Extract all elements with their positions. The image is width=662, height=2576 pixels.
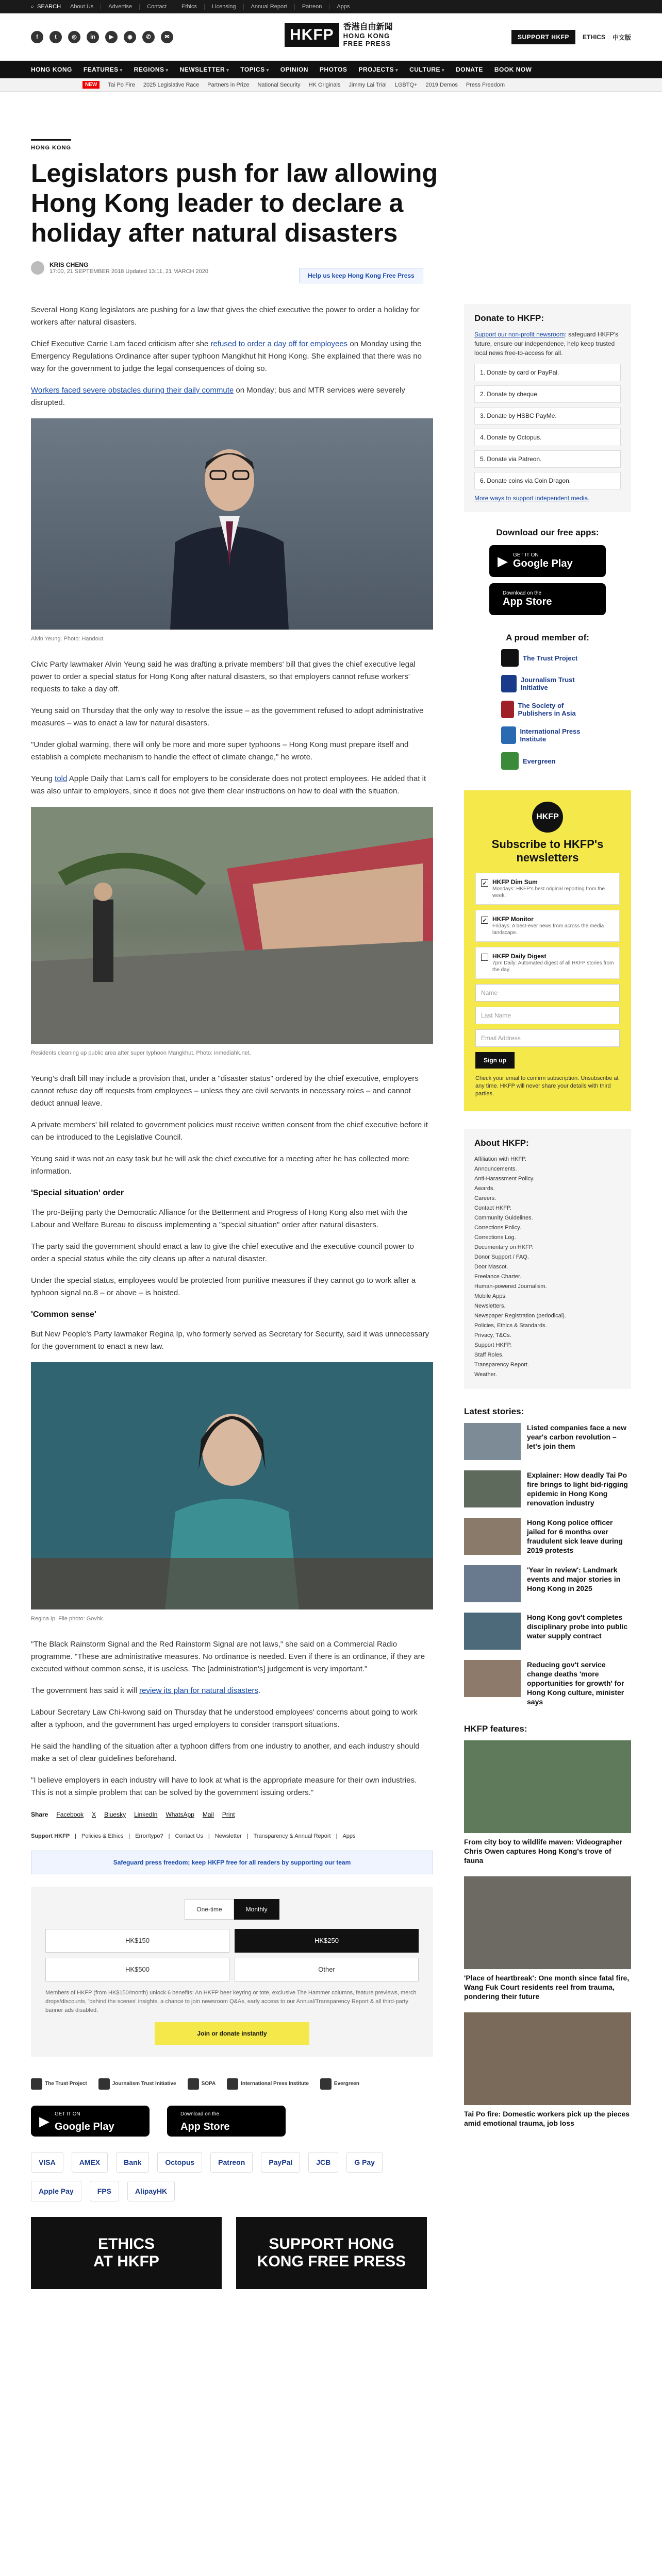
- trending-link[interactable]: HK Originals: [308, 81, 341, 88]
- newsletter-option[interactable]: ✓ HKFP Monitor Fridays: A best-ever news from across the media landscape.: [475, 910, 620, 942]
- amount-option[interactable]: HK$250: [235, 1929, 419, 1953]
- newsletter-widget: [464, 790, 631, 1111]
- payment-paypal[interactable]: PayPal: [261, 2152, 300, 2173]
- nav-item[interactable]: FEATURES ▾: [84, 66, 123, 73]
- ethics-banner[interactable]: ETHICS AT HKFP: [31, 2217, 222, 2289]
- payment-gpay[interactable]: G Pay: [346, 2152, 383, 2173]
- about-link[interactable]: Careers.: [474, 1195, 496, 1201]
- trust-project-badge[interactable]: The Trust Project: [31, 2078, 87, 2090]
- amount-option[interactable]: Other: [235, 1958, 419, 1981]
- paragraph: "The Black Rainstorm Signal and the Red Rainstorm Signal are not laws," she said on a Commercial Radio programme. "These are administrative measures. No ordinance is needed. Even if there is an ordinance, if they are executed without common sense, it is useless. The [administration's] judgement is very important.": [31, 1640, 425, 1673]
- about-list: [474, 1155, 621, 1380]
- signup-button[interactable]: Sign up: [475, 1052, 515, 1069]
- payment-amex[interactable]: AMEX: [72, 2152, 108, 2173]
- site-logo[interactable]: [285, 23, 393, 47]
- newsletter-title: Subscribe to HKFP's newsletters: [491, 838, 604, 864]
- feature-title[interactable]: 'Place of heartbreak': One month since fatal fire, Wang Fuk Court residents reel from trauma, pondering their future: [464, 1974, 630, 2001]
- frequency-toggle: [45, 1899, 419, 1920]
- paragraph: Labour Secretary Law Chi-kwong said on Thursday that he understood employees' concerns about going to work after a typhoon, and the government has urged employers to consider transport situations.: [31, 1708, 418, 1729]
- nav-item[interactable]: REGIONS ▾: [134, 66, 169, 73]
- app-store-row: [31, 2106, 433, 2137]
- story-item[interactable]: [464, 1613, 631, 1650]
- payment-jcb[interactable]: JCB: [308, 2152, 338, 2173]
- membership-text: Members of HKFP (from HK$150/month) unlock 6 benefits: An HKFP beer keyring or tote, exclusive The Hammer columns, feature previews, merch drops/discounts, 'behind the scenes' insights, a chance to join newsroom Q&As, early access to our Annual/Transparency Report & all third-party banner ads disabled.: [45, 1990, 417, 2013]
- feature-title[interactable]: Tai Po fire: Domestic workers pick up the pieces amid emotional trauma, job loss: [464, 2110, 630, 2127]
- about-link[interactable]: Policies, Ethics & Standards.: [474, 1323, 547, 1329]
- payment-applepay[interactable]: Apple Pay: [31, 2181, 81, 2201]
- about-link[interactable]: Corrections Policy.: [474, 1225, 521, 1231]
- donate-method[interactable]: 6. Donate coins via Coin Dragon.: [474, 472, 621, 489]
- story-title[interactable]: Listed companies face a new year's carbon revolution – let's join them: [527, 1423, 626, 1450]
- more-ways-link[interactable]: More ways to support independent media.: [474, 495, 590, 502]
- about-link[interactable]: Community Guidelines.: [474, 1215, 533, 1221]
- nav-item[interactable]: BOOK NOW: [494, 66, 532, 73]
- about-link[interactable]: Announcements.: [474, 1166, 517, 1172]
- search-icon: ⌕: [31, 3, 35, 10]
- app-store-button[interactable]: Download on the App Store: [489, 583, 606, 615]
- about-link[interactable]: Donor Support / FAQ.: [474, 1254, 529, 1260]
- trending-link[interactable]: 2025 Legislative Race: [143, 81, 200, 88]
- footer-link[interactable]: Policies & Ethics: [81, 1833, 124, 1839]
- amount-options: [45, 1929, 419, 1981]
- trending-link[interactable]: National Security: [257, 81, 301, 88]
- nav-item[interactable]: TOPICS ▾: [240, 66, 269, 73]
- facebook-icon[interactable]: f: [31, 31, 43, 43]
- about-widget: [464, 1129, 631, 1389]
- logo-name-1: HONG KONG: [343, 32, 390, 40]
- article-footer-links: Support HKFP | Policies & Ethics | Error/typo? | Contact Us | Newsletter | Transparency & Annual Report | Apps: [31, 1830, 433, 1842]
- paragraph: The party said the government should enact a law to give the chief executive and the executive council power to order a special status while the city cleans up after a natural disaster.: [31, 1242, 414, 1263]
- feature-image[interactable]: [464, 2012, 631, 2105]
- footer-link[interactable]: Support HKFP: [31, 1833, 70, 1839]
- donate-method[interactable]: 2. Donate by cheque.: [474, 385, 621, 403]
- article-headline: Legislators push for law allowing Hong Kong leader to declare a holiday after natural disasters: [31, 159, 438, 247]
- donate-methods: [474, 364, 621, 489]
- apps-widget: [464, 528, 631, 615]
- latest-stories: [464, 1406, 631, 1706]
- story-title[interactable]: 'Year in review': Landmark events and major stories in Hong Kong in 2025: [527, 1566, 621, 1592]
- first-name-input[interactable]: Name: [475, 984, 620, 1002]
- features-widget: [464, 1724, 631, 2128]
- trending-link[interactable]: Jimmy Lai Trial: [349, 81, 387, 88]
- story-title[interactable]: Reducing gov't service change deaths 'more opportunities for growth' for Hong Kong culture, minister says: [527, 1660, 624, 1706]
- payment-fps[interactable]: FPS: [90, 2181, 119, 2201]
- brand-bar: [0, 13, 662, 61]
- nav-item[interactable]: PROJECTS ▾: [358, 66, 398, 73]
- paragraph: Civic Party lawmaker Alvin Yeung said he was drafting a private members' bill that gives the chief executive legal power to order a special status for Hong Kong after natural disasters, so that employers cannot refuse workers' requests to take a day off.: [31, 660, 416, 693]
- amount-option[interactable]: HK$150: [45, 1929, 229, 1953]
- feature-title[interactable]: From city boy to wildlife maven: Videographer Chris Owen captures Hong Kong's trove of fauna: [464, 1838, 623, 1865]
- paragraph: Under the special status, employees would be protected from punitive measures if they cannot go to work after a typhoon signal no.8 – or above – is hoisted.: [31, 1276, 416, 1297]
- share-label: Share: [31, 1811, 48, 1818]
- x-icon[interactable]: t: [49, 31, 62, 43]
- checkbox[interactable]: ✓: [481, 879, 488, 887]
- member-logo[interactable]: Evergreen: [501, 752, 594, 770]
- telegram-icon[interactable]: ✉: [161, 31, 173, 43]
- content-wrap: [31, 139, 631, 2270]
- footer-link[interactable]: Contact Us: [175, 1833, 203, 1839]
- about-link[interactable]: Newsletters.: [474, 1303, 506, 1309]
- promo-banners: [31, 2217, 433, 2289]
- newsletter-option[interactable]: ✓ HKFP Dim Sum Mondays: HKFP's best original reporting from the week.: [475, 873, 620, 905]
- utility-link[interactable]: Ethics: [174, 4, 197, 10]
- utility-link[interactable]: Apps: [329, 4, 350, 10]
- story-thumbnail[interactable]: [464, 1470, 521, 1507]
- photo-caption: Alvin Yeung. Photo: Handout.: [31, 636, 105, 642]
- article-photo: [31, 1362, 433, 1609]
- feature-item[interactable]: [464, 1740, 631, 1865]
- paragraph: But New People's Party lawmaker Regina Ip, who formerly served as Secretary for Security, said it was unnecessary for the government to enact a new law.: [31, 1330, 429, 1351]
- member-logos: [464, 649, 631, 770]
- logo-text: [343, 23, 393, 47]
- support-hkfp-button[interactable]: SUPPORT HKFP: [511, 30, 575, 44]
- payment-patreon[interactable]: Patreon: [210, 2152, 253, 2173]
- share-mail[interactable]: Mail: [202, 1811, 214, 1818]
- paragraph: "I believe employers in each industry will have to look at what is the appropriate measure for their own industries. This is not a simple problem that can be solved by the government issuing orders.": [31, 1776, 417, 1797]
- safeguard-banner[interactable]: Safeguard press freedom; keep HKFP free for all readers by supporting our team: [31, 1851, 433, 1874]
- about-link[interactable]: Human-powered Journalism.: [474, 1283, 547, 1290]
- inline-link[interactable]: Workers faced severe obstacles during their daily commute: [31, 386, 234, 395]
- story-item[interactable]: [464, 1470, 631, 1507]
- logo-chinese: 香港自由新聞: [343, 23, 393, 31]
- byline-text: [49, 261, 208, 275]
- story-thumbnail[interactable]: [464, 1613, 521, 1650]
- toggle-monthly[interactable]: Monthly: [234, 1899, 279, 1920]
- search-button[interactable]: ⌕ SEARCH: [31, 3, 61, 10]
- member-logo[interactable]: The Trust Project: [501, 649, 594, 667]
- story-thumbnail[interactable]: [464, 1660, 521, 1697]
- trending-link[interactable]: LGBTQ+: [394, 81, 418, 88]
- youtube-icon[interactable]: ▶: [105, 31, 118, 43]
- latest-list: [464, 1423, 631, 1706]
- play-icon: ▶: [498, 553, 508, 569]
- feature-item[interactable]: [464, 2012, 631, 2128]
- brand-actions: [511, 30, 631, 44]
- about-link[interactable]: Contact HKFP.: [474, 1205, 511, 1211]
- photo-caption: Residents cleaning up public area after super typhoon Mangkhut. Photo: inmediahk.net.: [31, 1050, 251, 1056]
- payment-alipay[interactable]: AlipayHK: [127, 2181, 175, 2201]
- story-thumbnail[interactable]: [464, 1565, 521, 1602]
- nav-item[interactable]: HONG KONG: [31, 66, 72, 73]
- payment-bank[interactable]: Bank: [116, 2152, 149, 2173]
- article-dates: 17:00, 21 SEPTEMBER 2018 Updated 13:11, 21 MARCH 2020: [49, 268, 208, 275]
- trending-link[interactable]: Press Freedom: [466, 81, 505, 88]
- legco-portrait: [31, 1362, 433, 1609]
- ipi-badge[interactable]: International Press Institute: [227, 2078, 309, 2090]
- donate-widget: [464, 304, 631, 512]
- about-link[interactable]: Support HKFP.: [474, 1342, 512, 1348]
- story-thumbnail[interactable]: [464, 1423, 521, 1460]
- member-title: A proud member of:: [506, 633, 589, 642]
- inline-link[interactable]: review its plan for natural disasters: [139, 1686, 259, 1695]
- help-banner[interactable]: Help us keep Hong Kong Free Press: [299, 268, 423, 283]
- footer-link[interactable]: Newsletter: [214, 1833, 242, 1839]
- utility-link[interactable]: Annual Report: [243, 4, 287, 10]
- nav-item[interactable]: PHOTOS: [319, 66, 347, 73]
- trending-link[interactable]: Tai Po Fire: [108, 81, 135, 88]
- donate-method[interactable]: 4. Donate by Octopus.: [474, 429, 621, 446]
- share-print[interactable]: Print: [222, 1811, 235, 1818]
- section-heading: 'Special situation' order: [31, 1189, 124, 1197]
- features-title: HKFP features:: [464, 1724, 527, 1734]
- utility-link[interactable]: About Us: [70, 4, 94, 10]
- story-title[interactable]: Hong Kong police officer jailed for 6 months over fraudulent sick leave during 2019 protests: [527, 1518, 623, 1554]
- paragraph: The pro-Beijing party the Democratic Alliance for the Betterment and Progress of Hong Kong also met with the Labour and Welfare Bureau to discuss implementing a "special situation" order after natural disasters.: [31, 1208, 408, 1229]
- paragraph: Chief Executive Carrie Lam faced criticism after she refused to order a day off for employees on Monday using the Emergency Regulations Ordinance after super typhoon Mangkhut hit Hong Kong. She explained that there was no way for the government to judge the legal consequences of doing so.: [31, 340, 422, 373]
- inline-link[interactable]: refused to order a day off for employees: [210, 340, 348, 348]
- nav-item[interactable]: CULTURE ▾: [409, 66, 444, 73]
- threads-icon[interactable]: ◉: [124, 31, 136, 43]
- story-item[interactable]: [464, 1518, 631, 1555]
- newsletter-logo: HKFP: [532, 802, 563, 833]
- about-link[interactable]: Transparency Report.: [474, 1362, 529, 1368]
- portrait-figure: [170, 439, 289, 630]
- feature-image[interactable]: [464, 1740, 631, 1833]
- newsletter-option[interactable]: HKFP Daily Digest 7pm Daily: Automated digest of all HKFP stories from the day.: [475, 947, 620, 979]
- article-body: [31, 304, 433, 2289]
- member-logo[interactable]: The Society of Publishers in Asia: [501, 701, 594, 718]
- photo-caption: Regina Ip. File photo: Govhk.: [31, 1616, 105, 1622]
- chinese-edition-link[interactable]: 中文版: [612, 33, 631, 41]
- utility-link[interactable]: Patreon: [294, 4, 322, 10]
- article-photo: [31, 807, 433, 1044]
- instagram-icon[interactable]: ◎: [68, 31, 80, 43]
- paragraph: He said the handling of the situation after a typhoon differs from one industry to another, and each industry should make a set of clear guidelines beforehand.: [31, 1742, 420, 1763]
- paragraph: A private members' bill related to government policies must receive written consent from the chief executive before it can be introduced to the Legislative Council.: [31, 1121, 428, 1142]
- author-name[interactable]: KRIS CHENG: [49, 261, 89, 268]
- share-x[interactable]: X: [92, 1811, 96, 1818]
- partner-badges: [31, 2078, 433, 2090]
- about-link[interactable]: Freelance Charter.: [474, 1274, 522, 1280]
- story-item[interactable]: [464, 1423, 631, 1460]
- about-link[interactable]: Weather.: [474, 1371, 497, 1378]
- footer-link[interactable]: Apps: [342, 1833, 356, 1839]
- google-play-button[interactable]: ▶ GET IT ON Google Play: [489, 545, 606, 577]
- about-link[interactable]: Newspaper Registration (periodical).: [474, 1313, 566, 1319]
- donate-title: Donate to HKFP:: [474, 313, 544, 323]
- about-link[interactable]: Privacy, T&Cs.: [474, 1332, 511, 1338]
- nav-item[interactable]: OPINION: [280, 66, 308, 73]
- author-avatar: [31, 261, 44, 275]
- member-logo[interactable]: International Press Institute: [501, 726, 594, 744]
- latest-title: Latest stories:: [464, 1406, 524, 1416]
- paragraph: Several Hong Kong legislators are pushing for a law that gives the chief executive the power to order a holiday for workers after natural disasters.: [31, 306, 420, 327]
- share-linkedin[interactable]: LinkedIn: [134, 1811, 158, 1818]
- ethics-link[interactable]: ETHICS: [582, 33, 605, 41]
- donation-widget: [31, 1887, 433, 2057]
- utility-link[interactable]: Contact: [139, 4, 167, 10]
- paragraph: Yeung's draft bill may include a provision that, under a "disaster status" ordered by the chief executive, employers cannot refuse day off requests from employees – unless they are civil servants in necessary roles – and cannot deduct annual leave.: [31, 1074, 419, 1108]
- story-title[interactable]: Explainer: How deadly Tai Po fire brings to light bid-rigging epidemic in Hong Kong renovation industry: [527, 1471, 628, 1507]
- jti-badge[interactable]: Journalism Trust Initiative: [98, 2078, 176, 2090]
- utility-link[interactable]: Licensing: [204, 4, 236, 10]
- paragraph: Workers faced severe obstacles during their daily commute on Monday; bus and MTR services were severely disrupted.: [31, 386, 405, 407]
- main-nav: [0, 61, 662, 78]
- sidebar: [464, 304, 631, 2139]
- about-link[interactable]: Affiliation with HKFP.: [474, 1156, 527, 1162]
- payment-visa[interactable]: VISA: [31, 2152, 63, 2173]
- toggle-one-time[interactable]: One-time: [185, 1899, 234, 1920]
- donate-intro-link[interactable]: Support our non-profit newsroom: [474, 331, 565, 338]
- about-link[interactable]: Door Mascot.: [474, 1264, 508, 1270]
- utility-bar: [0, 0, 662, 13]
- logo-name-2: FREE PRESS: [343, 40, 391, 47]
- payment-octopus[interactable]: Octopus: [157, 2152, 202, 2173]
- trending-link[interactable]: 2019 Demos: [425, 81, 458, 88]
- utility-link[interactable]: Advertise: [101, 4, 132, 10]
- social-icons: [31, 31, 173, 43]
- support-banner[interactable]: SUPPORT HONG KONG FREE PRESS: [236, 2217, 427, 2289]
- nav-item[interactable]: NEWSLETTER ▾: [180, 66, 229, 73]
- checkbox[interactable]: ✓: [481, 917, 488, 924]
- paragraph: Yeung said it was not an easy task but he will ask the chief executive for a meeting after he has collected more information.: [31, 1155, 409, 1176]
- about-link[interactable]: Staff Roles.: [474, 1352, 504, 1358]
- whatsapp-icon[interactable]: ✆: [142, 31, 155, 43]
- trending-bar: [0, 78, 662, 92]
- sopa-badge[interactable]: SOPA: [188, 2078, 216, 2090]
- email-input[interactable]: Email Address: [475, 1029, 620, 1047]
- about-link[interactable]: Corrections Log.: [474, 1234, 516, 1241]
- evergreen-badge[interactable]: Evergreen: [320, 2078, 359, 2090]
- paragraph: Yeung told Apple Daily that Lam's call for employers to be considerate does not protect employees. He added that it was also unfair to employers, since it does not give them clear instructions on how to deal with the situation.: [31, 774, 426, 795]
- features-list: [464, 1740, 631, 2128]
- inline-link[interactable]: told: [55, 774, 68, 783]
- story-thumbnail[interactable]: [464, 1518, 521, 1555]
- amount-option[interactable]: HK$500: [45, 1958, 229, 1981]
- checkbox[interactable]: [481, 954, 488, 961]
- story-title[interactable]: Hong Kong gov't completes disciplinary probe into public water supply contract: [527, 1613, 628, 1640]
- share-facebook[interactable]: Facebook: [56, 1811, 84, 1818]
- join-donate-button[interactable]: Join or donate instantly: [155, 2022, 309, 2045]
- play-icon: ▶: [39, 2113, 49, 2129]
- about-link[interactable]: Mobile Apps.: [474, 1293, 507, 1299]
- share-bluesky[interactable]: Bluesky: [104, 1811, 126, 1818]
- new-badge: NEW: [82, 81, 100, 89]
- footer-link[interactable]: Error/typo?: [135, 1833, 163, 1839]
- last-name-input[interactable]: Last Name: [475, 1007, 620, 1024]
- apps-title: Download our free apps:: [496, 528, 599, 537]
- about-title: About HKFP:: [474, 1138, 529, 1148]
- story-item[interactable]: [464, 1660, 631, 1706]
- donate-intro: Support our non-profit newsroom: safeguard HKFP's future, ensure our independence, help keep trusted local news free-to-access for all.: [474, 331, 619, 357]
- story-item[interactable]: [464, 1565, 631, 1602]
- newsletter-note: Check your email to confirm subscription. Unsubscribe at any time. HKFP will never share your details with third parties.: [475, 1075, 619, 1097]
- payment-methods: [31, 2152, 433, 2201]
- article-photo: [31, 418, 433, 630]
- category-kicker[interactable]: HONG KONG: [31, 139, 71, 151]
- footer-link[interactable]: Transparency & Annual Report: [253, 1833, 331, 1839]
- linkedin-icon[interactable]: in: [87, 31, 99, 43]
- feature-item[interactable]: [464, 1876, 631, 2001]
- paragraph: "Under global warming, there will only be more and more super typhoons – Hong Kong must prepare itself and establish a complete mechanism to handle the effect of climate change," he wrote.: [31, 740, 409, 761]
- logo-mark: HKFP: [285, 23, 339, 47]
- typhoon-debris-scene: [31, 807, 433, 1044]
- google-play-button[interactable]: ▶ GET IT ON Google Play: [31, 2106, 150, 2137]
- section-heading: 'Common sense': [31, 1310, 96, 1319]
- about-link[interactable]: Documentary on HKFP.: [474, 1244, 534, 1250]
- donate-method[interactable]: 1. Donate by card or PayPal.: [474, 364, 621, 381]
- donate-method[interactable]: 5. Donate via Patreon.: [474, 450, 621, 468]
- member-logo[interactable]: Journalism Trust Initiative: [501, 675, 594, 692]
- nav-item[interactable]: DONATE: [456, 66, 483, 73]
- trending-link[interactable]: Partners in Prize: [207, 81, 250, 88]
- paragraph: Yeung said on Thursday that the only way to resolve the issue – as the government refused to adopt administrative measures – was to enact a law for natural disasters.: [31, 706, 424, 727]
- utility-links: [70, 4, 350, 10]
- donate-method[interactable]: 3. Donate by HSBC PayMe.: [474, 407, 621, 425]
- about-link[interactable]: Anti-Harassment Policy.: [474, 1176, 535, 1182]
- app-store-button[interactable]: Download on the App Store: [167, 2106, 286, 2137]
- share-whatsapp[interactable]: WhatsApp: [166, 1811, 194, 1818]
- about-link[interactable]: Awards.: [474, 1185, 495, 1192]
- share-row: [31, 1808, 433, 1821]
- paragraph: The government has said it will review its plan for natural disasters.: [31, 1686, 261, 1695]
- feature-image[interactable]: [464, 1876, 631, 1969]
